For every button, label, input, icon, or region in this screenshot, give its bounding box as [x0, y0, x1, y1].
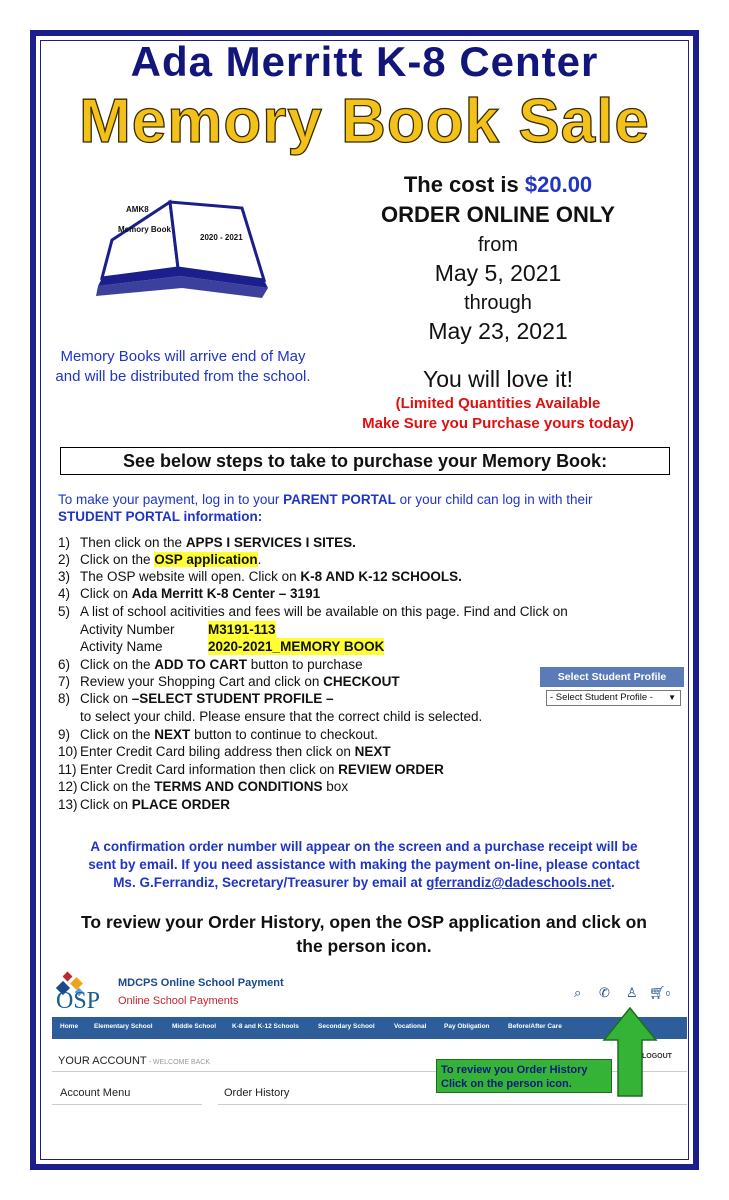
nav-home[interactable]: Home: [60, 1023, 79, 1030]
step-bold: TERMS AND CONDITIONS: [154, 779, 323, 794]
price: $20.00: [524, 172, 593, 197]
your-account-heading: [58, 1055, 210, 1067]
step-10: [58, 743, 391, 760]
logout-button[interactable]: LOGOUT: [642, 1053, 672, 1060]
step-number: 8): [58, 691, 71, 706]
select-student-profile-dropdown[interactable]: [546, 690, 681, 706]
step-bold: Ada Merritt K-8 Center – 3191: [131, 586, 321, 601]
osp-application-highlight: OSP application: [154, 552, 258, 567]
step-text: Click on the: [80, 657, 155, 672]
step-number: 4): [58, 586, 71, 601]
step-9: [58, 726, 378, 743]
step-number: 10): [58, 744, 78, 759]
step-text: Enter Credit Card biling address then click on: [80, 744, 355, 759]
step-text: A list of school acitivities and fees will be available on this page. Find and Click on: [80, 604, 568, 619]
step-text: Click on: [80, 691, 132, 706]
step-bold: APPS I SERVICES I SITES.: [185, 535, 356, 550]
intro-a: To make your payment, log in to your: [58, 492, 284, 507]
order-history-tab[interactable]: Order History: [224, 1087, 290, 1099]
step-bold: NEXT: [354, 744, 391, 759]
step-bold: NEXT: [154, 727, 191, 742]
cart-icon[interactable]: 🛒︎: [649, 985, 666, 1000]
memory-book-illustration: [92, 180, 272, 310]
step-12: [58, 778, 348, 795]
student-portal: STUDENT PORTAL information:: [58, 509, 263, 524]
book-label-memory: Memory Book: [118, 225, 171, 234]
purchase-today: Make Sure you Purchase yours today): [362, 415, 634, 432]
step-number: 3): [58, 569, 71, 584]
step-number: 11): [58, 762, 77, 777]
search-icon[interactable]: ⌕: [574, 985, 582, 1000]
divider: [218, 1104, 687, 1105]
step-text: Then click on the: [80, 535, 186, 550]
review-line-2: the person icon.: [296, 936, 432, 956]
steps-heading: See below steps to take to purchase your Memory Book:: [60, 447, 670, 475]
through-label: through: [464, 292, 532, 314]
book-label-amk8: AMK8: [126, 205, 149, 214]
parent-portal: PARENT PORTAL: [283, 492, 396, 507]
dropdown-caret-icon: ▼: [668, 693, 676, 702]
sale-title: Memory Book Sale: [79, 87, 650, 156]
osp-nav-bar: [52, 1017, 687, 1039]
step-7: [58, 673, 400, 690]
nav-elementary[interactable]: Elementary School: [94, 1023, 153, 1030]
step-13: [58, 796, 230, 813]
step-number: 5): [58, 604, 71, 619]
step-bold: –SELECT STUDENT PROFILE –: [131, 691, 334, 706]
confirmation-note: [50, 838, 678, 892]
confirm-line-2: sent by email. If you need assistance with making the payment on-line, please contact: [88, 857, 640, 872]
intro-c: or your child can log in with their: [395, 492, 593, 507]
osp-site-name: MDCPS Online School Payment: [118, 977, 284, 989]
step-8: [58, 690, 334, 707]
step-text: .: [257, 552, 262, 567]
step-1: [58, 534, 356, 551]
activity-number-label: Activity Number: [80, 622, 175, 637]
step-number: 9): [58, 727, 71, 742]
step-2: [58, 551, 261, 568]
confirm-line-3: [50, 874, 678, 892]
step-number: 13): [58, 797, 78, 812]
start-date: May 5, 2021: [434, 260, 562, 286]
intro-text: [58, 491, 668, 525]
step-text: Review your Shopping Cart and click on: [80, 674, 324, 689]
welcome-back: - WELCOME BACK: [146, 1059, 211, 1066]
confirm-line-1: A confirmation order number will appear on the screen and a purchase receipt will be: [90, 839, 638, 854]
step-text: Enter Credit Card information then click on: [80, 762, 339, 777]
activity-number: M3191-113: [208, 622, 276, 637]
osp-site-subtitle: Online School Payments: [118, 995, 239, 1007]
step-11: [58, 761, 444, 778]
delivery-note: Memory Books will arrive end of May and will be distributed from the school.: [55, 348, 311, 385]
confirm-line-3a: Ms. G.Ferrandiz, Secretary/Treasurer by email at: [113, 875, 427, 890]
step-bold: REVIEW ORDER: [338, 762, 444, 777]
nav-vocational[interactable]: Vocational: [394, 1023, 427, 1030]
step-5: [58, 603, 568, 620]
nav-k8-k12[interactable]: K-8 and K-12 Schools: [232, 1023, 299, 1030]
book-label-year: 2020 - 2021: [200, 233, 243, 242]
step-text: Click on the: [80, 727, 155, 742]
divider: [52, 1104, 202, 1105]
step-text: Click on: [80, 586, 132, 601]
nav-pay-obligation[interactable]: Pay Obligation: [444, 1023, 490, 1030]
step-bold: ADD TO CART: [154, 657, 248, 672]
activity-name: 2020-2021_MEMORY BOOK: [208, 639, 385, 654]
step-text: button to continue to checkout.: [190, 727, 378, 742]
phone-icon[interactable]: ✆: [599, 985, 610, 1000]
step-text: The OSP website will open. Click on: [80, 569, 301, 584]
step-bold: CHECKOUT: [323, 674, 400, 689]
select-student-profile-button[interactable]: Select Student Profile: [540, 667, 684, 687]
step-text: Click on the: [80, 779, 155, 794]
confirm-line-3b: .: [611, 875, 615, 890]
nav-secondary[interactable]: Secondary School: [318, 1023, 375, 1030]
activity-name-label: Activity Name: [80, 639, 163, 654]
step-number: 12): [58, 779, 78, 794]
step-3: [58, 568, 462, 585]
step-bold: K-8 AND K-12 SCHOOLS.: [300, 569, 462, 584]
step-number: 2): [58, 552, 71, 567]
order-online-only: ORDER ONLINE ONLY: [381, 202, 615, 227]
cost-prefix: The cost is: [403, 172, 525, 197]
limited-quantities: (Limited Quantities Available: [395, 395, 601, 412]
review-line-1: To review your Order History, open the OSP application and click on: [81, 912, 647, 932]
cart-count: 0: [666, 991, 670, 998]
account-menu-tab[interactable]: Account Menu: [60, 1087, 131, 1099]
step-text: box: [322, 779, 349, 794]
email-link[interactable]: gferrandiz@dadeschools.net: [426, 875, 612, 890]
step-text: Click on: [80, 797, 132, 812]
step-number: 6): [58, 657, 71, 672]
step-bold: PLACE ORDER: [131, 797, 231, 812]
step-number: 7): [58, 674, 71, 689]
step-text: button to purchase: [247, 657, 363, 672]
step-text: Click on the: [80, 552, 155, 567]
step-8-detail: to select your child. Please ensure that the correct child is selected.: [80, 709, 483, 724]
account-label: YOUR ACCOUNT: [58, 1055, 147, 1067]
order-history-instruction: [40, 910, 688, 958]
end-date: May 23, 2021: [428, 318, 568, 344]
osp-logo-text: OSP: [56, 988, 101, 1014]
step-4: [58, 585, 320, 602]
person-icon[interactable]: ♙: [626, 985, 638, 1000]
cost-line: [348, 172, 648, 198]
nav-before-after-care[interactable]: Before/After Care: [508, 1023, 562, 1030]
from-label: from: [478, 234, 518, 256]
school-title: Ada Merritt K-8 Center: [130, 38, 599, 85]
step-6: [58, 656, 363, 673]
dropdown-value: - Select Student Profile -: [550, 692, 653, 703]
love-it-text: You will love it!: [422, 366, 573, 392]
nav-middle[interactable]: Middle School: [172, 1023, 217, 1030]
step-number: 1): [58, 535, 71, 550]
order-history-callout: To review you Order History Click on the person icon.: [436, 1059, 612, 1093]
